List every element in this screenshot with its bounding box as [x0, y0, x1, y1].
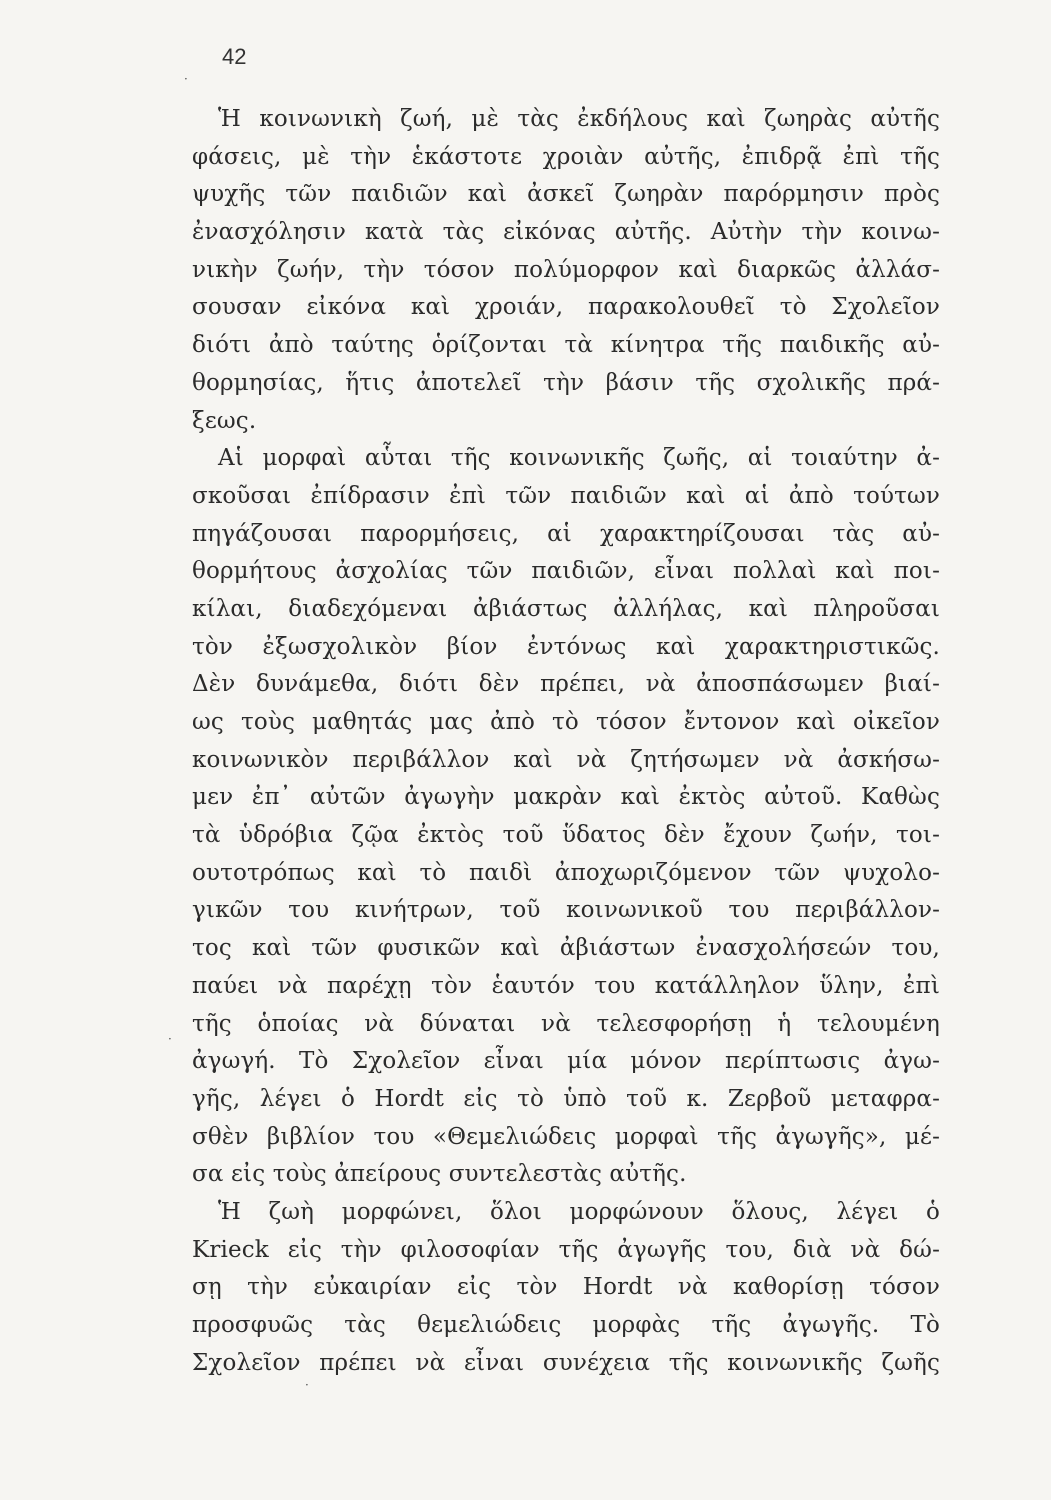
- text-line: ἐνασχόλησιν κατὰ τὰς εἰκόνας αὐτῆς. Αὐτὴν τὴν κοινω-: [192, 219, 940, 246]
- text-line: θορμήτους ἀσχολίας τῶν παιδιῶν, εἶναι πολλαὶ καὶ ποι-: [192, 558, 940, 585]
- text-line: Krieck εἰς τὴν φιλοσοφίαν τῆς ἀγωγῆς του, διὰ νὰ δώ-: [192, 1236, 940, 1263]
- text-line: σθὲν βιβλίον του «Θεμελιώδεις μορφαὶ τῆς ἀγωγῆς», μέ-: [192, 1123, 940, 1150]
- text-line: προσφυῶς τὰς θεμελιώδεις μορφὰς τῆς ἀγωγῆς. Τὸ: [192, 1312, 940, 1338]
- page-number: 42: [222, 44, 247, 69]
- text-line: ψυχῆς τῶν παιδιῶν καὶ ἀσκεῖ ζωηρὰν παρόρμησιν πρὸς: [192, 181, 940, 208]
- text-line: σα εἰς τοὺς ἀπείρους συντελεστὰς αὐτῆς.: [192, 1161, 687, 1188]
- text-line: φάσεις, μὲ τὴν ἑκάστοτε χροιὰν αὐτῆς, ἐπιδρᾷ ἐπὶ τῆς: [192, 143, 940, 170]
- text-line: Ἡ ζωὴ μορφώνει, ὅλοι μορφώνουν ὅλους, λέγει ὁ: [218, 1198, 940, 1225]
- paragraph: [192, 440, 940, 1194]
- text-line: γῆς, λέγει ὁ Hordt εἰς τὸ ὑπὸ τοῦ κ. Ζερβοῦ μεταφρα-: [192, 1085, 940, 1112]
- text-line: σῃ τὴν εὐκαιρίαν εἰς τὸν Hordt νὰ καθορίσῃ τόσον: [192, 1274, 940, 1301]
- text-line: τὰ ὑδρόβια ζῷα ἐκτὸς τοῦ ὕδατος δὲν ἔχουν ζωήν, τοι-: [192, 822, 940, 849]
- text-line: παύει νὰ παρέχῃ τὸν ἑαυτόν του κατάλληλον ὕλην, ἐπὶ: [192, 972, 940, 999]
- text-line: νικὴν ζωήν, τὴν τόσον πολύμορφον καὶ διαρκῶς ἀλλάσ-: [192, 256, 940, 283]
- text-line: ξεως.: [192, 407, 257, 434]
- text-line: τος καὶ τῶν φυσικῶν καὶ ἀβιάστων ἐνασχολήσεών του,: [192, 935, 940, 962]
- text-line: διότι ἀπὸ ταύτης ὁρίζονται τὰ κίνητρα τῆς παιδικῆς αὐ-: [192, 332, 940, 359]
- paragraph: [192, 1194, 940, 1382]
- text-line: τῆς ὁποίας νὰ δύναται νὰ τελεσφορήσῃ ἡ τελουμένη: [192, 1010, 940, 1037]
- text-line: σουσαν εἰκόνα καὶ χροιάν, παρακολουθεῖ τὸ Σχολεῖον: [192, 294, 940, 321]
- text-line: Ἡ κοινωνικὴ ζωή, μὲ τὰς ἐκδήλους καὶ ζωηρὰς αὐτῆς: [218, 106, 940, 132]
- text-line: κίλαι, διαδεχόμεναι ἀβιάστως ἀλλήλας, καὶ πληροῦσαι: [192, 595, 940, 622]
- text-line: ἀγωγή. Τὸ Σχολεῖον εἶναι μία μόνον περίπτωσις ἀγω-: [192, 1048, 940, 1075]
- text-line: κοινωνικὸν περιβάλλον καὶ νὰ ζητήσωμεν νὰ ἀσκήσω-: [192, 746, 940, 773]
- text-line: θορμησίας, ἥτις ἀποτελεῖ τὴν βάσιν τῆς σχολικῆς πρά-: [192, 369, 940, 396]
- body-text: [192, 101, 940, 1382]
- scan-speck: ·: [168, 1032, 172, 1046]
- text-line: μεν ἐπ᾽ αὐτῶν ἀγωγὴν μακρὰν καὶ ἐκτὸς αὐτοῦ. Καθὼς: [192, 784, 940, 811]
- text-line: τὸν ἐξωσχολικὸν βίον ἐντόνως καὶ χαρακτηριστικῶς.: [192, 633, 940, 660]
- text-line: πηγάζουσαι παρορμήσεις, αἱ χαρακτηρίζουσαι τὰς αὐ-: [192, 520, 940, 547]
- text-line: σκοῦσαι ἐπίδρασιν ἐπὶ τῶν παιδιῶν καὶ αἱ ἀπὸ τούτων: [192, 482, 940, 509]
- paragraph: [192, 101, 940, 440]
- text-line: Αἱ μορφαὶ αὗται τῆς κοινωνικῆς ζωῆς, αἱ τοιαύτην ἀ-: [218, 445, 940, 472]
- text-line: ως τοὺς μαθητάς μας ἀπὸ τὸ τόσον ἔντονον καὶ οἰκεῖον: [192, 709, 940, 735]
- text-line: Σχολεῖον πρέπει νὰ εἶναι συνέχεια τῆς κοινωνικῆς ζωῆς: [192, 1349, 940, 1376]
- scan-speck: ·: [184, 72, 188, 86]
- scan-speck: ·: [305, 1378, 309, 1392]
- text-line: ουτοτρόπως καὶ τὸ παιδὶ ἀποχωριζόμενον τῶν ψυχολο-: [192, 859, 940, 886]
- text-line: Δὲν δυνάμεθα, διότι δὲν πρέπει, νὰ ἀποσπάσωμεν βιαί-: [192, 671, 940, 698]
- text-line: γικῶν του κινήτρων, τοῦ κοινωνικοῦ του περιβάλλον-: [192, 897, 940, 924]
